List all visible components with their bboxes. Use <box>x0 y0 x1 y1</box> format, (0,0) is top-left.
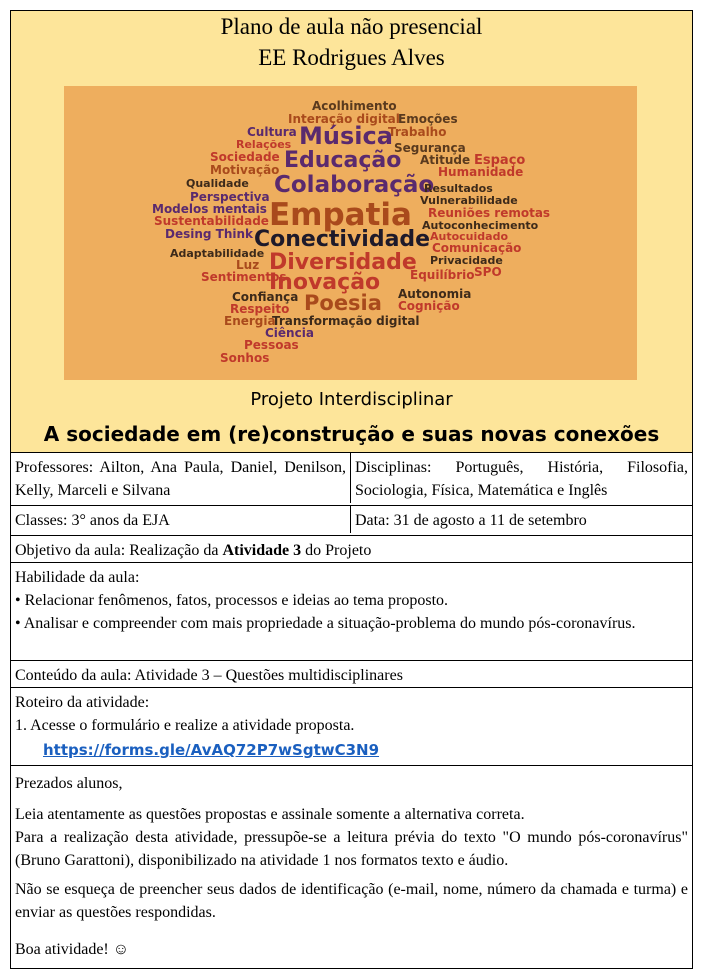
objective-prefix: Objetivo da aula: Realização da <box>15 542 223 559</box>
word-cloud-word: Diversidade <box>269 250 417 275</box>
date-cell: Data: 31 de agosto a 11 de setembro <box>355 512 587 529</box>
word-cloud-word: Segurança <box>394 141 466 155</box>
skill-item: • Analisar e compreender com mais propriedade a situação-problema do mundo pós-coronavírus. <box>15 615 636 632</box>
word-cloud-word: Adaptabilidade <box>170 247 265 260</box>
skills-row <box>11 563 692 661</box>
word-cloud-word: Relações <box>236 138 292 151</box>
steps-label: Roteiro da atividade: <box>15 694 150 711</box>
word-cloud-word: Vulnerabilidade <box>420 194 518 207</box>
word-cloud-word: Atitude <box>420 153 471 167</box>
word-cloud-word: Poesia <box>304 291 382 315</box>
word-cloud-word: Modelos mentais <box>152 202 267 216</box>
word-cloud-word: Respeito <box>230 302 290 316</box>
message-paragraph: Leia atentamente as questões propostas e assinale somente a alternativa correta. <box>15 806 525 823</box>
content-text: Conteúdo da aula: Atividade 3 – Questões multidisciplinares <box>15 667 403 684</box>
word-cloud-word: Trabalho <box>388 125 447 139</box>
project-label: Projeto Interdisciplinar <box>250 389 453 410</box>
word-cloud-word: Sonhos <box>220 351 270 365</box>
skills-label: Habilidade da aula: <box>15 569 140 586</box>
word-cloud-word: Autocuidado <box>430 230 509 243</box>
teachers-cell: Professores: Ailton, Ana Paula, Daniel, Denilson, Kelly, Marceli e Silvana <box>11 453 351 503</box>
info-row-teachers <box>11 453 692 506</box>
word-cloud-word: Autonomia <box>398 287 472 301</box>
page-title: Plano de aula não presencial <box>220 14 483 39</box>
word-cloud-word: Energia <box>224 314 276 328</box>
word-cloud-word: Privacidade <box>430 254 503 267</box>
form-link[interactable]: https://forms.gle/AvAQ72P7wSgtwC3N9 <box>43 741 380 759</box>
word-cloud-word: Motivação <box>210 163 280 177</box>
message-paragraph: Para a realização desta atividade, pressupõe-se a leitura prévia do texto "O mundo pós-coronavírus" (Bruno Garattoni), disponibilizado na atividade 1 nos formatos texto e áudio. <box>15 829 688 869</box>
message-greeting: Prezados alunos, <box>15 775 123 792</box>
word-cloud-word: Perspectiva <box>190 190 270 204</box>
word-cloud-word: Ciência <box>265 326 314 340</box>
word-cloud-word: Inovação <box>269 270 381 295</box>
word-cloud-word: Emoções <box>398 112 458 126</box>
word-cloud-word: Interação digital <box>288 112 400 126</box>
info-row-classes <box>11 506 692 536</box>
word-cloud-word: Pessoas <box>244 338 299 352</box>
word-cloud-word: Acolhimento <box>312 99 397 113</box>
activity-steps-row <box>11 688 692 766</box>
word-cloud-word: Colaboração <box>274 172 435 198</box>
word-cloud-svg <box>64 86 637 380</box>
content-row <box>11 661 692 688</box>
word-cloud-word: Sustentabilidade <box>154 214 269 228</box>
message-row <box>11 766 692 968</box>
word-cloud <box>64 86 637 380</box>
word-cloud-word: Equilíbrio <box>410 268 475 282</box>
word-cloud-word: Educação <box>284 148 402 173</box>
subjects-cell: Disciplinas: Português, História, Filosofia, Sociologia, Física, Matemática e Inglês <box>355 459 688 499</box>
word-cloud-word: Cognição <box>398 299 460 313</box>
word-cloud-word: Espaço <box>474 153 526 168</box>
word-cloud-word: Luz <box>236 258 260 272</box>
objective-suffix: do Projeto <box>301 542 372 559</box>
message-closing: Boa atividade! ☺ <box>15 941 130 958</box>
objective-row <box>11 536 692 563</box>
word-cloud-word: Cultura <box>247 125 297 139</box>
word-cloud-word: Sentimentos <box>201 270 287 284</box>
word-cloud-word: Música <box>299 122 393 150</box>
school-name: EE Rodrigues Alves <box>258 45 445 70</box>
word-cloud-word: Desing Think <box>165 227 254 241</box>
word-cloud-word: Resultados <box>424 182 493 195</box>
objective-activity: Atividade 3 <box>222 542 302 559</box>
word-cloud-word: SPO <box>474 265 502 279</box>
skill-item: • Relacionar fenômenos, fatos, processos e ideias ao tema proposto. <box>15 592 449 609</box>
classes-cell: Classes: 3° anos da EJA <box>11 506 351 533</box>
word-cloud-word: Comunicação <box>432 241 522 255</box>
word-cloud-word: Qualidade <box>186 177 249 190</box>
word-cloud-word: Transformação digital <box>272 314 420 328</box>
document-header <box>11 11 692 453</box>
word-cloud-word: Empatia <box>269 197 412 233</box>
word-cloud-word: Sociedade <box>210 150 280 164</box>
word-cloud-word: Humanidade <box>438 165 524 179</box>
project-title: A sociedade em (re)construção e suas novas conexões <box>43 422 660 446</box>
message-paragraph: Não se esqueça de preencher seus dados de identificação (e-mail, nome, número da chamada e turma) e enviar as questões respondidas. <box>15 881 688 921</box>
word-cloud-word: Conectividade <box>254 227 431 252</box>
word-cloud-word: Confiança <box>232 290 299 304</box>
lesson-plan-document <box>10 10 693 969</box>
step-item: 1. Acesse o formulário e realize a atividade proposta. <box>15 717 355 734</box>
word-cloud-word: Autoconhecimento <box>422 219 539 232</box>
word-cloud-word: Reuniões remotas <box>428 206 551 220</box>
